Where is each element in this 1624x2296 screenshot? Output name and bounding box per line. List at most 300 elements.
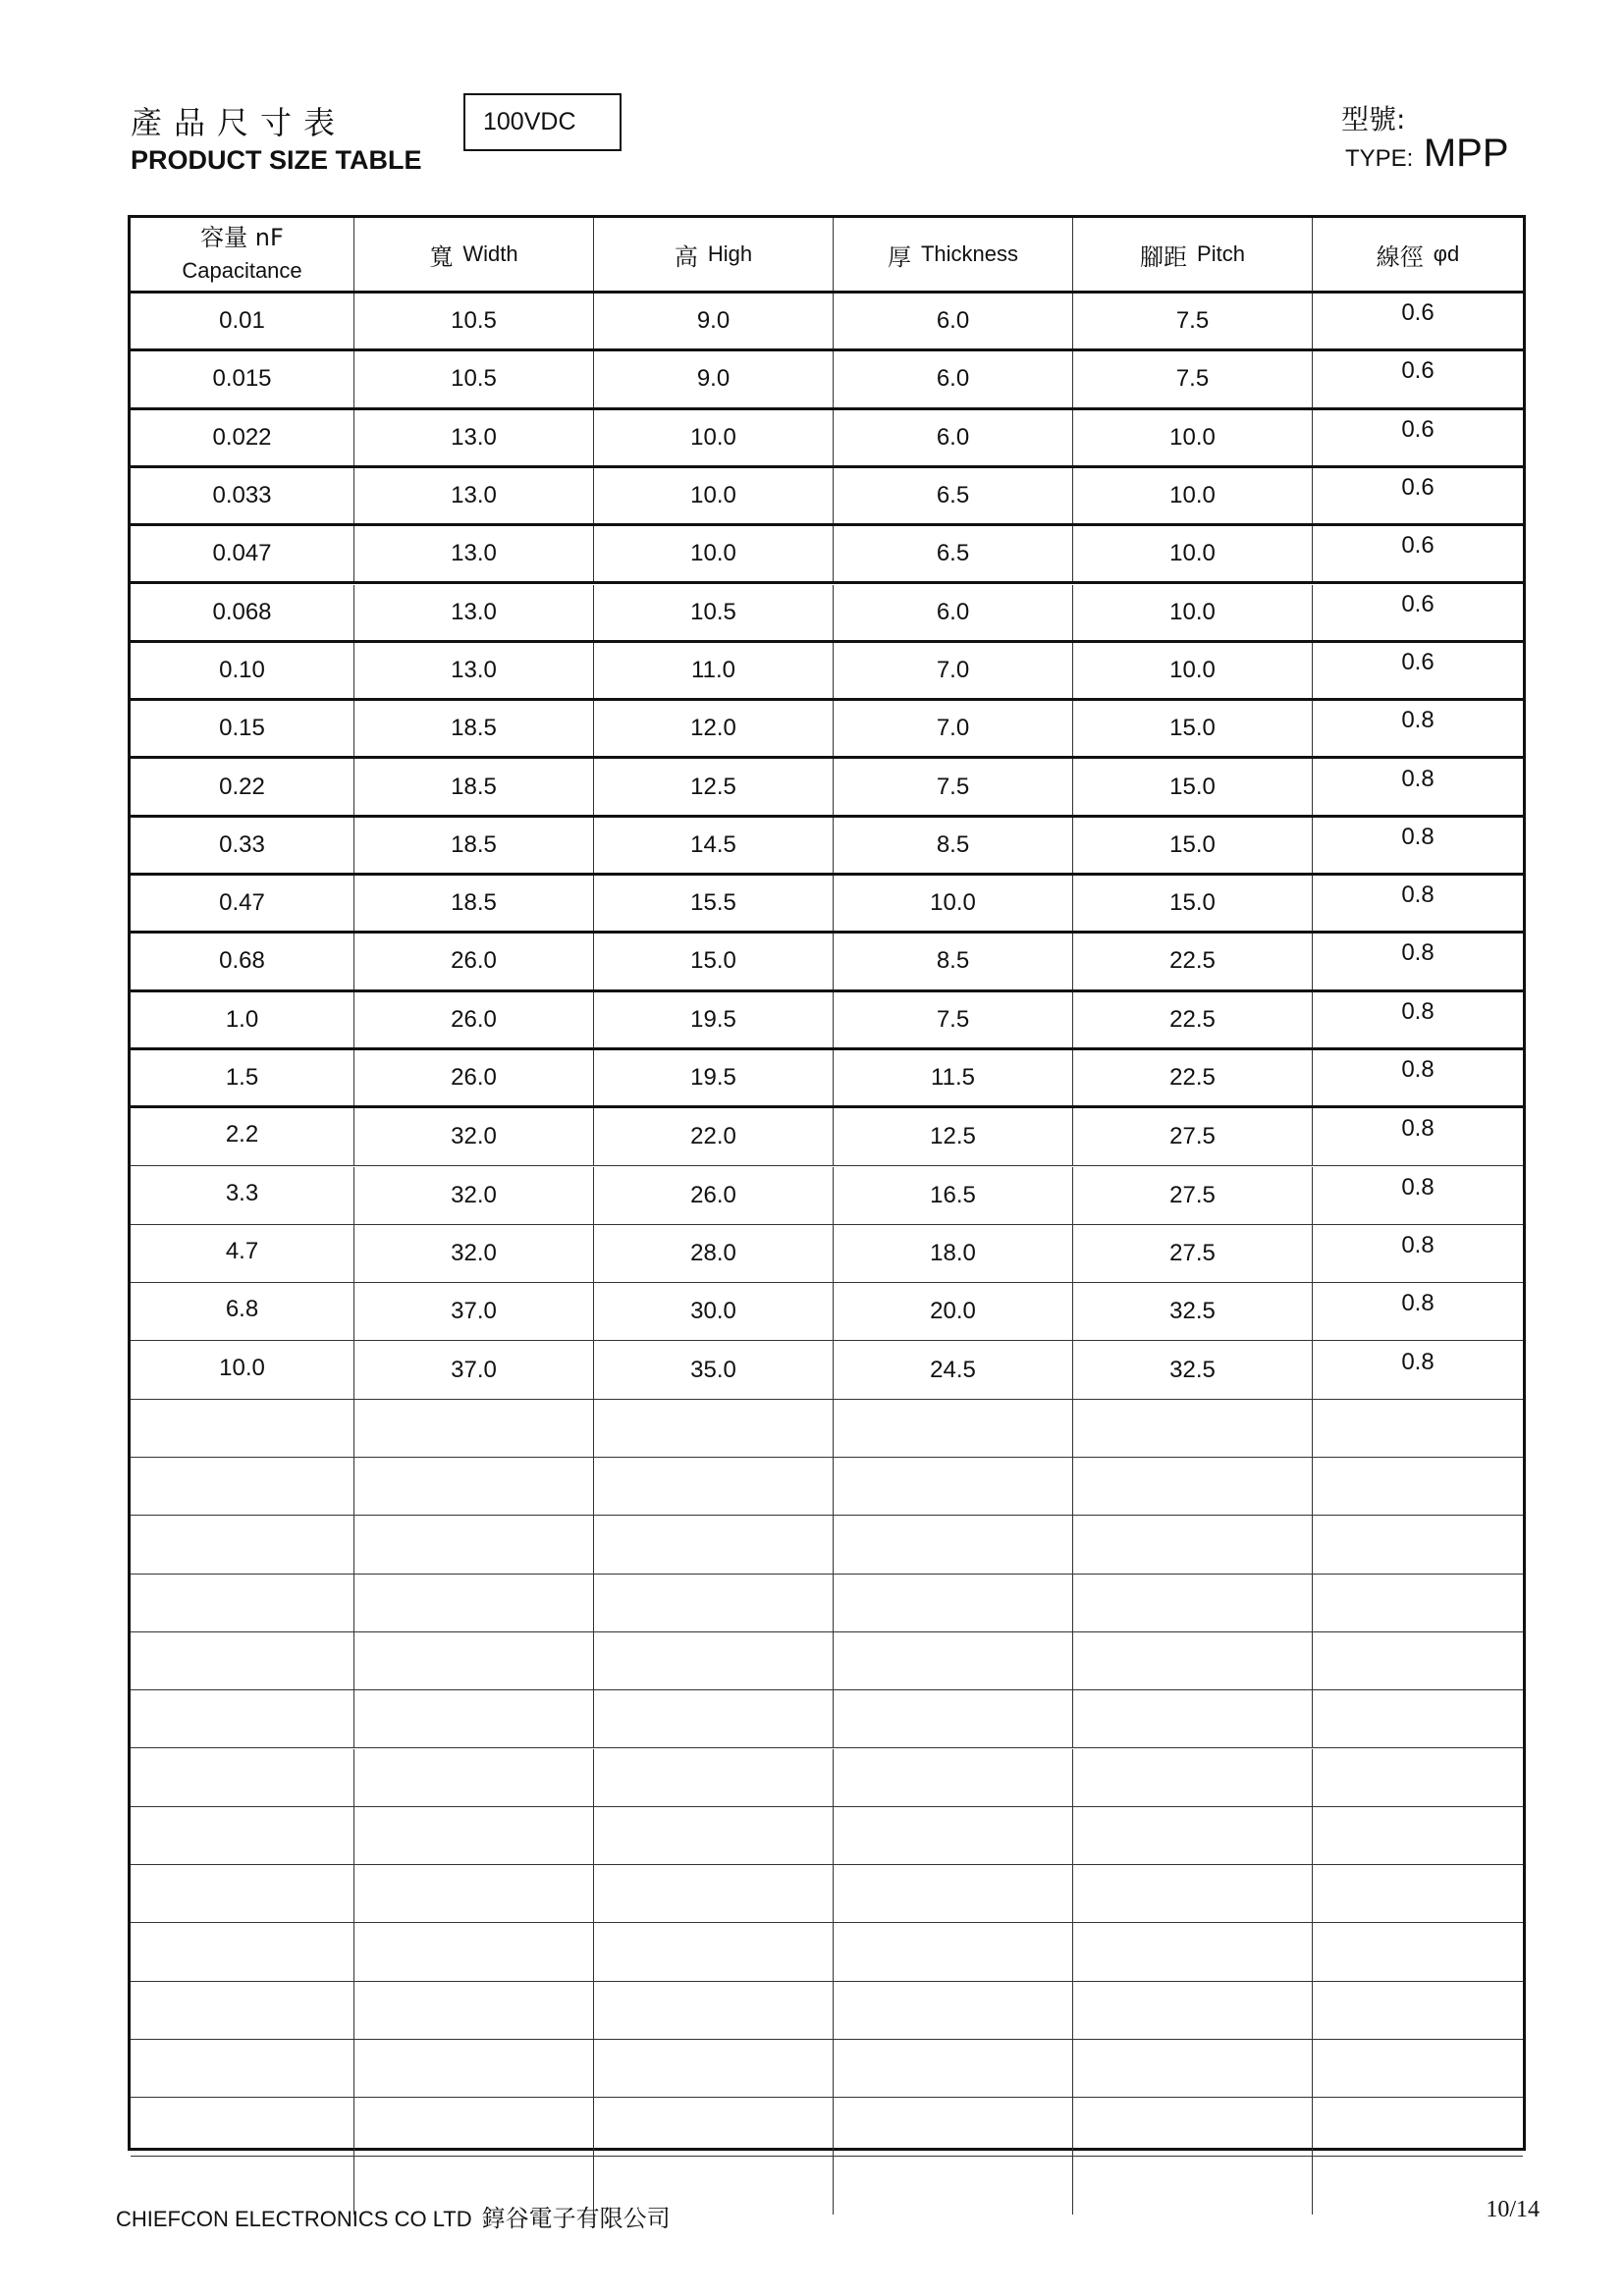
- cell-value: 0.8: [1401, 1115, 1435, 1143]
- cell-capacitance: [131, 1807, 354, 1864]
- cell-high: [594, 1923, 834, 1980]
- cell-high: [594, 1108, 834, 1165]
- cell-pitch: [1073, 2040, 1313, 2097]
- cell-value: 13.0: [451, 423, 497, 451]
- cell-thickness: [834, 1108, 1073, 1165]
- cell-pitch: [1073, 1865, 1313, 1922]
- cell-capacitance: [131, 351, 354, 406]
- cell-value: 0.8: [1401, 939, 1435, 967]
- footer-company-cn: 錞谷電子有限公司: [481, 2205, 671, 2232]
- cell-high: [594, 1050, 834, 1105]
- cell-capacitance: [131, 1982, 354, 2039]
- cell-value: 0.68: [219, 947, 265, 975]
- cell-pitch: [1073, 818, 1313, 873]
- cell-high: [594, 585, 834, 640]
- table-row: [131, 1341, 1523, 1399]
- cell-high: [594, 1575, 834, 1631]
- cell-capacitance: [131, 2098, 354, 2155]
- cell-value: 0.15: [219, 715, 265, 742]
- cell-capacitance: [131, 1923, 354, 1980]
- cell-lead-diameter: [1313, 2098, 1523, 2155]
- cell-lead-diameter: [1313, 1458, 1523, 1515]
- cell-thickness: [834, 1865, 1073, 1922]
- cell-lead-diameter: [1313, 818, 1523, 873]
- cell-high: [594, 818, 834, 873]
- cell-width: [354, 1050, 594, 1105]
- cell-value: 0.8: [1401, 881, 1435, 909]
- cell-value: 8.5: [936, 947, 970, 975]
- cell-value: 0.8: [1401, 765, 1435, 792]
- cell-value: 16.5: [930, 1181, 976, 1208]
- cell-value: 22.5: [1169, 1005, 1216, 1033]
- cell-value: 32.0: [451, 1181, 497, 1208]
- cell-pitch: [1073, 1400, 1313, 1457]
- cell-value: 0.33: [219, 830, 265, 858]
- cell-width: [354, 992, 594, 1047]
- cell-high: [594, 759, 834, 814]
- cell-value: 7.5: [936, 773, 970, 800]
- footer-company: [116, 2199, 671, 2233]
- cell-value: 10.0: [930, 889, 976, 917]
- header-pitch: [1073, 218, 1313, 291]
- cell-value: 0.6: [1401, 415, 1435, 443]
- cell-pitch: [1073, 759, 1313, 814]
- table-row: [131, 1050, 1523, 1108]
- cell-lead-diameter: [1313, 1400, 1523, 1457]
- cell-value: 0.068: [212, 598, 272, 625]
- cell-value: 8.5: [936, 830, 970, 858]
- cell-thickness: [834, 1923, 1073, 1980]
- cell-value: 12.0: [690, 715, 736, 742]
- cell-value: 9.0: [696, 307, 731, 335]
- cell-value: 15.5: [690, 889, 736, 917]
- cell-lead-diameter: [1313, 1632, 1523, 1689]
- table-row: [131, 410, 1523, 468]
- cell-capacitance: [131, 934, 354, 988]
- cell-pitch: [1073, 1982, 1313, 2039]
- cell-high: [594, 2040, 834, 2097]
- cell-lead-diameter: [1313, 410, 1523, 465]
- empty-table-row: [131, 1923, 1523, 1981]
- cell-value: 22.5: [1169, 1064, 1216, 1092]
- table-row: [131, 294, 1523, 351]
- cell-capacitance: [131, 818, 354, 873]
- header-pitch-en: Pitch: [1197, 241, 1245, 266]
- cell-pitch: [1073, 526, 1313, 581]
- cell-value: 7.5: [936, 1005, 970, 1033]
- cell-value: 19.5: [690, 1064, 736, 1092]
- cell-capacitance: [131, 1225, 354, 1282]
- cell-thickness: [834, 1575, 1073, 1631]
- cell-value: 0.6: [1401, 648, 1435, 675]
- cell-thickness: [834, 410, 1073, 465]
- cell-pitch: [1073, 2157, 1313, 2215]
- cell-pitch: [1073, 1225, 1313, 1282]
- header-thickness-en: Thickness: [920, 241, 1019, 266]
- type-value: MPP: [1423, 132, 1509, 175]
- cell-lead-diameter: [1313, 1283, 1523, 1340]
- table-row: [131, 992, 1523, 1050]
- cell-value: 10.0: [219, 1354, 265, 1381]
- header-pitch-cn: 腳距: [1140, 242, 1188, 271]
- table-row: [131, 876, 1523, 934]
- empty-table-row: [131, 1807, 1523, 1865]
- cell-capacitance: [131, 759, 354, 814]
- cell-value: 10.0: [690, 482, 736, 509]
- cell-lead-diameter: [1313, 294, 1523, 348]
- cell-pitch: [1073, 934, 1313, 988]
- cell-capacitance: [131, 1690, 354, 1747]
- cell-high: [594, 1865, 834, 1922]
- cell-capacitance: [131, 1341, 354, 1398]
- cell-pitch: [1073, 1283, 1313, 1340]
- cell-capacitance: [131, 992, 354, 1047]
- header-lead-diameter-cn: 線徑: [1376, 242, 1424, 271]
- cell-value: 0.8: [1401, 1348, 1435, 1375]
- cell-lead-diameter: [1313, 526, 1523, 581]
- cell-value: 26.0: [451, 1064, 497, 1092]
- cell-high: [594, 1225, 834, 1282]
- cell-value: 10.5: [451, 365, 497, 393]
- cell-lead-diameter: [1313, 992, 1523, 1047]
- table-row: [131, 1283, 1523, 1341]
- cell-value: 32.5: [1169, 1356, 1216, 1383]
- cell-pitch: [1073, 1108, 1313, 1165]
- cell-value: 11.0: [691, 656, 735, 683]
- table-row: [131, 526, 1523, 584]
- cell-high: [594, 1632, 834, 1689]
- cell-width: [354, 643, 594, 698]
- cell-pitch: [1073, 1923, 1313, 1980]
- cell-value: 0.022: [212, 423, 272, 451]
- cell-thickness: [834, 351, 1073, 406]
- cell-thickness: [834, 1283, 1073, 1340]
- cell-value: 6.0: [936, 365, 970, 393]
- cell-pitch: [1073, 410, 1313, 465]
- cell-width: [354, 468, 594, 523]
- cell-value: 12.5: [690, 773, 736, 800]
- header-capacitance: [131, 218, 354, 291]
- cell-capacitance: [131, 643, 354, 698]
- cell-value: 22.5: [1169, 947, 1216, 975]
- cell-lead-diameter: [1313, 1807, 1523, 1864]
- cell-lead-diameter: [1313, 1167, 1523, 1224]
- cell-value: 4.7: [225, 1237, 259, 1264]
- cell-width: [354, 1749, 594, 1806]
- cell-value: 0.10: [219, 656, 265, 683]
- cell-capacitance: [131, 1575, 354, 1631]
- cell-thickness: [834, 1632, 1073, 1689]
- cell-thickness: [834, 1400, 1073, 1457]
- cell-value: 0.047: [212, 540, 272, 567]
- cell-lead-diameter: [1313, 759, 1523, 814]
- cell-value: 9.0: [696, 365, 731, 393]
- cell-thickness: [834, 818, 1073, 873]
- cell-value: 0.6: [1401, 299, 1435, 327]
- cell-capacitance: [131, 1400, 354, 1457]
- cell-value: 18.5: [451, 830, 497, 858]
- cell-value: 24.5: [930, 1356, 976, 1383]
- table-row: [131, 1167, 1523, 1225]
- cell-capacitance: [131, 1167, 354, 1224]
- cell-width: [354, 1108, 594, 1165]
- cell-pitch: [1073, 1167, 1313, 1224]
- cell-value: 13.0: [451, 540, 497, 567]
- cell-value: 7.5: [1175, 365, 1210, 393]
- cell-value: 10.0: [1169, 540, 1216, 567]
- cell-value: 27.5: [1169, 1239, 1216, 1266]
- cell-high: [594, 468, 834, 523]
- cell-width: [354, 1516, 594, 1573]
- cell-value: 10.0: [1169, 598, 1216, 625]
- header-thickness-cn: 厚: [887, 242, 911, 271]
- cell-value: 0.01: [219, 307, 265, 335]
- cell-value: 7.0: [936, 715, 970, 742]
- cell-high: [594, 1458, 834, 1515]
- cell-pitch: [1073, 585, 1313, 640]
- cell-value: 11.5: [931, 1064, 975, 1092]
- cell-lead-diameter: [1313, 1982, 1523, 2039]
- cell-width: [354, 1341, 594, 1398]
- cell-value: 10.5: [451, 307, 497, 335]
- table-row: [131, 759, 1523, 817]
- cell-high: [594, 701, 834, 756]
- table-row: [131, 701, 1523, 759]
- cell-width: [354, 876, 594, 931]
- cell-width: [354, 701, 594, 756]
- cell-value: 27.5: [1169, 1181, 1216, 1208]
- empty-table-row: [131, 1575, 1523, 1632]
- cell-thickness: [834, 1458, 1073, 1515]
- table-row: [131, 468, 1523, 526]
- page-number: 10/14: [1486, 2197, 1540, 2222]
- cell-width: [354, 1458, 594, 1515]
- cell-thickness: [834, 934, 1073, 988]
- cell-value: 14.5: [690, 830, 736, 858]
- cell-value: 3.3: [225, 1179, 259, 1206]
- cell-value: 37.0: [451, 1356, 497, 1383]
- cell-pitch: [1073, 1690, 1313, 1747]
- cell-value: 10.0: [690, 423, 736, 451]
- cell-pitch: [1073, 1807, 1313, 1864]
- cell-high: [594, 294, 834, 348]
- cell-thickness: [834, 2157, 1073, 2215]
- cell-width: [354, 1283, 594, 1340]
- cell-value: 2.2: [225, 1121, 259, 1148]
- cell-width: [354, 585, 594, 640]
- cell-pitch: [1073, 701, 1313, 756]
- cell-lead-diameter: [1313, 585, 1523, 640]
- cell-width: [354, 1865, 594, 1922]
- cell-high: [594, 1400, 834, 1457]
- header-capacitance-cn: 容量 nF: [200, 224, 284, 251]
- cell-value: 37.0: [451, 1298, 497, 1325]
- cell-value: 10.0: [690, 540, 736, 567]
- cell-value: 30.0: [690, 1298, 736, 1325]
- cell-lead-diameter: [1313, 876, 1523, 931]
- cell-lead-diameter: [1313, 1690, 1523, 1747]
- empty-table-row: [131, 1982, 1523, 2040]
- cell-value: 18.5: [451, 715, 497, 742]
- cell-lead-diameter: [1313, 1050, 1523, 1105]
- page-title-english: PRODUCT SIZE TABLE: [131, 145, 422, 175]
- cell-capacitance: [131, 1108, 354, 1165]
- cell-width: [354, 1807, 594, 1864]
- cell-value: 6.0: [936, 423, 970, 451]
- cell-lead-diameter: [1313, 1749, 1523, 1806]
- cell-width: [354, 1923, 594, 1980]
- cell-capacitance: [131, 410, 354, 465]
- cell-value: 15.0: [1169, 889, 1216, 917]
- cell-capacitance: [131, 701, 354, 756]
- cell-capacitance: [131, 1865, 354, 1922]
- cell-value: 13.0: [451, 656, 497, 683]
- cell-thickness: [834, 1225, 1073, 1282]
- cell-value: 6.5: [936, 482, 970, 509]
- cell-capacitance: [131, 2040, 354, 2097]
- cell-pitch: [1073, 294, 1313, 348]
- cell-pitch: [1073, 1575, 1313, 1631]
- cell-value: 15.0: [1169, 773, 1216, 800]
- cell-value: 12.5: [930, 1123, 976, 1150]
- cell-high: [594, 1167, 834, 1224]
- cell-value: 0.033: [212, 482, 272, 509]
- cell-pitch: [1073, 1632, 1313, 1689]
- footer-company-en: CHIEFCON ELECTRONICS CO LTD: [116, 2207, 472, 2231]
- cell-value: 0.8: [1401, 1290, 1435, 1317]
- cell-high: [594, 1516, 834, 1573]
- cell-value: 18.0: [930, 1239, 976, 1266]
- cell-width: [354, 351, 594, 406]
- cell-high: [594, 1341, 834, 1398]
- cell-capacitance: [131, 294, 354, 348]
- empty-table-row: [131, 1865, 1523, 1923]
- cell-high: [594, 643, 834, 698]
- cell-thickness: [834, 526, 1073, 581]
- cell-width: [354, 1400, 594, 1457]
- cell-pitch: [1073, 1516, 1313, 1573]
- cell-value: 0.6: [1401, 357, 1435, 385]
- cell-lead-diameter: [1313, 643, 1523, 698]
- cell-high: [594, 876, 834, 931]
- cell-thickness: [834, 2040, 1073, 2097]
- cell-value: 1.0: [225, 1005, 259, 1033]
- header-lead-diameter-en: φd: [1433, 241, 1460, 266]
- cell-lead-diameter: [1313, 468, 1523, 523]
- cell-value: 26.0: [451, 947, 497, 975]
- cell-value: 0.6: [1401, 474, 1435, 502]
- header-high-cn: 高: [674, 242, 698, 271]
- cell-width: [354, 934, 594, 988]
- header-high-en: High: [707, 241, 753, 266]
- cell-pitch: [1073, 1749, 1313, 1806]
- cell-pitch: [1073, 1341, 1313, 1398]
- cell-value: 28.0: [690, 1239, 736, 1266]
- cell-thickness: [834, 992, 1073, 1047]
- cell-thickness: [834, 1167, 1073, 1224]
- cell-value: 15.0: [1169, 715, 1216, 742]
- table-row: [131, 934, 1523, 991]
- cell-width: [354, 818, 594, 873]
- header-capacitance-en: Capacitance: [182, 258, 302, 283]
- cell-pitch: [1073, 876, 1313, 931]
- empty-table-row: [131, 2040, 1523, 2098]
- cell-lead-diameter: [1313, 1575, 1523, 1631]
- cell-value: 20.0: [930, 1298, 976, 1325]
- empty-table-row: [131, 1400, 1523, 1458]
- cell-width: [354, 2040, 594, 2097]
- cell-width: [354, 526, 594, 581]
- header-thickness: [834, 218, 1073, 291]
- cell-value: 7.5: [1175, 307, 1210, 335]
- cell-high: [594, 526, 834, 581]
- cell-width: [354, 1575, 594, 1631]
- cell-value: 32.0: [451, 1239, 497, 1266]
- empty-table-row: [131, 1458, 1523, 1516]
- page-title-chinese: 產品尺寸表: [131, 104, 348, 141]
- empty-table-row: [131, 1632, 1523, 1690]
- cell-capacitance: [131, 468, 354, 523]
- header-width-cn: 寬: [429, 242, 454, 271]
- table-row: [131, 585, 1523, 643]
- cell-lead-diameter: [1313, 701, 1523, 756]
- type-row: [1345, 132, 1509, 176]
- cell-value: 7.0: [936, 656, 970, 683]
- empty-table-row: [131, 2098, 1523, 2156]
- cell-pitch: [1073, 643, 1313, 698]
- cell-pitch: [1073, 468, 1313, 523]
- cell-value: 10.5: [690, 598, 736, 625]
- cell-value: 0.6: [1401, 532, 1435, 560]
- cell-value: 32.5: [1169, 1298, 1216, 1325]
- cell-thickness: [834, 701, 1073, 756]
- header-width-en: Width: [462, 241, 518, 266]
- cell-pitch: [1073, 1458, 1313, 1515]
- cell-lead-diameter: [1313, 2040, 1523, 2097]
- cell-value: 35.0: [690, 1356, 736, 1383]
- cell-value: 6.0: [936, 307, 970, 335]
- empty-table-row: [131, 1749, 1523, 1807]
- cell-high: [594, 992, 834, 1047]
- empty-table-row: [131, 1690, 1523, 1748]
- cell-width: [354, 2098, 594, 2155]
- cell-high: [594, 1690, 834, 1747]
- empty-table-row: [131, 1516, 1523, 1574]
- cell-capacitance: [131, 1283, 354, 1340]
- cell-value: 13.0: [451, 482, 497, 509]
- cell-value: 6.8: [225, 1296, 259, 1323]
- table-row: [131, 818, 1523, 876]
- cell-width: [354, 1690, 594, 1747]
- cell-thickness: [834, 294, 1073, 348]
- cell-capacitance: [131, 1516, 354, 1573]
- cell-lead-diameter: [1313, 1341, 1523, 1398]
- cell-capacitance: [131, 1458, 354, 1515]
- cell-value: 19.5: [690, 1005, 736, 1033]
- cell-thickness: [834, 1341, 1073, 1398]
- cell-width: [354, 1225, 594, 1282]
- cell-lead-diameter: [1313, 934, 1523, 988]
- cell-width: [354, 294, 594, 348]
- cell-width: [354, 1167, 594, 1224]
- cell-lead-diameter: [1313, 1865, 1523, 1922]
- cell-high: [594, 410, 834, 465]
- cell-pitch: [1073, 1050, 1313, 1105]
- cell-thickness: [834, 1690, 1073, 1747]
- cell-value: 0.8: [1401, 707, 1435, 734]
- cell-capacitance: [131, 526, 354, 581]
- cell-pitch: [1073, 2098, 1313, 2155]
